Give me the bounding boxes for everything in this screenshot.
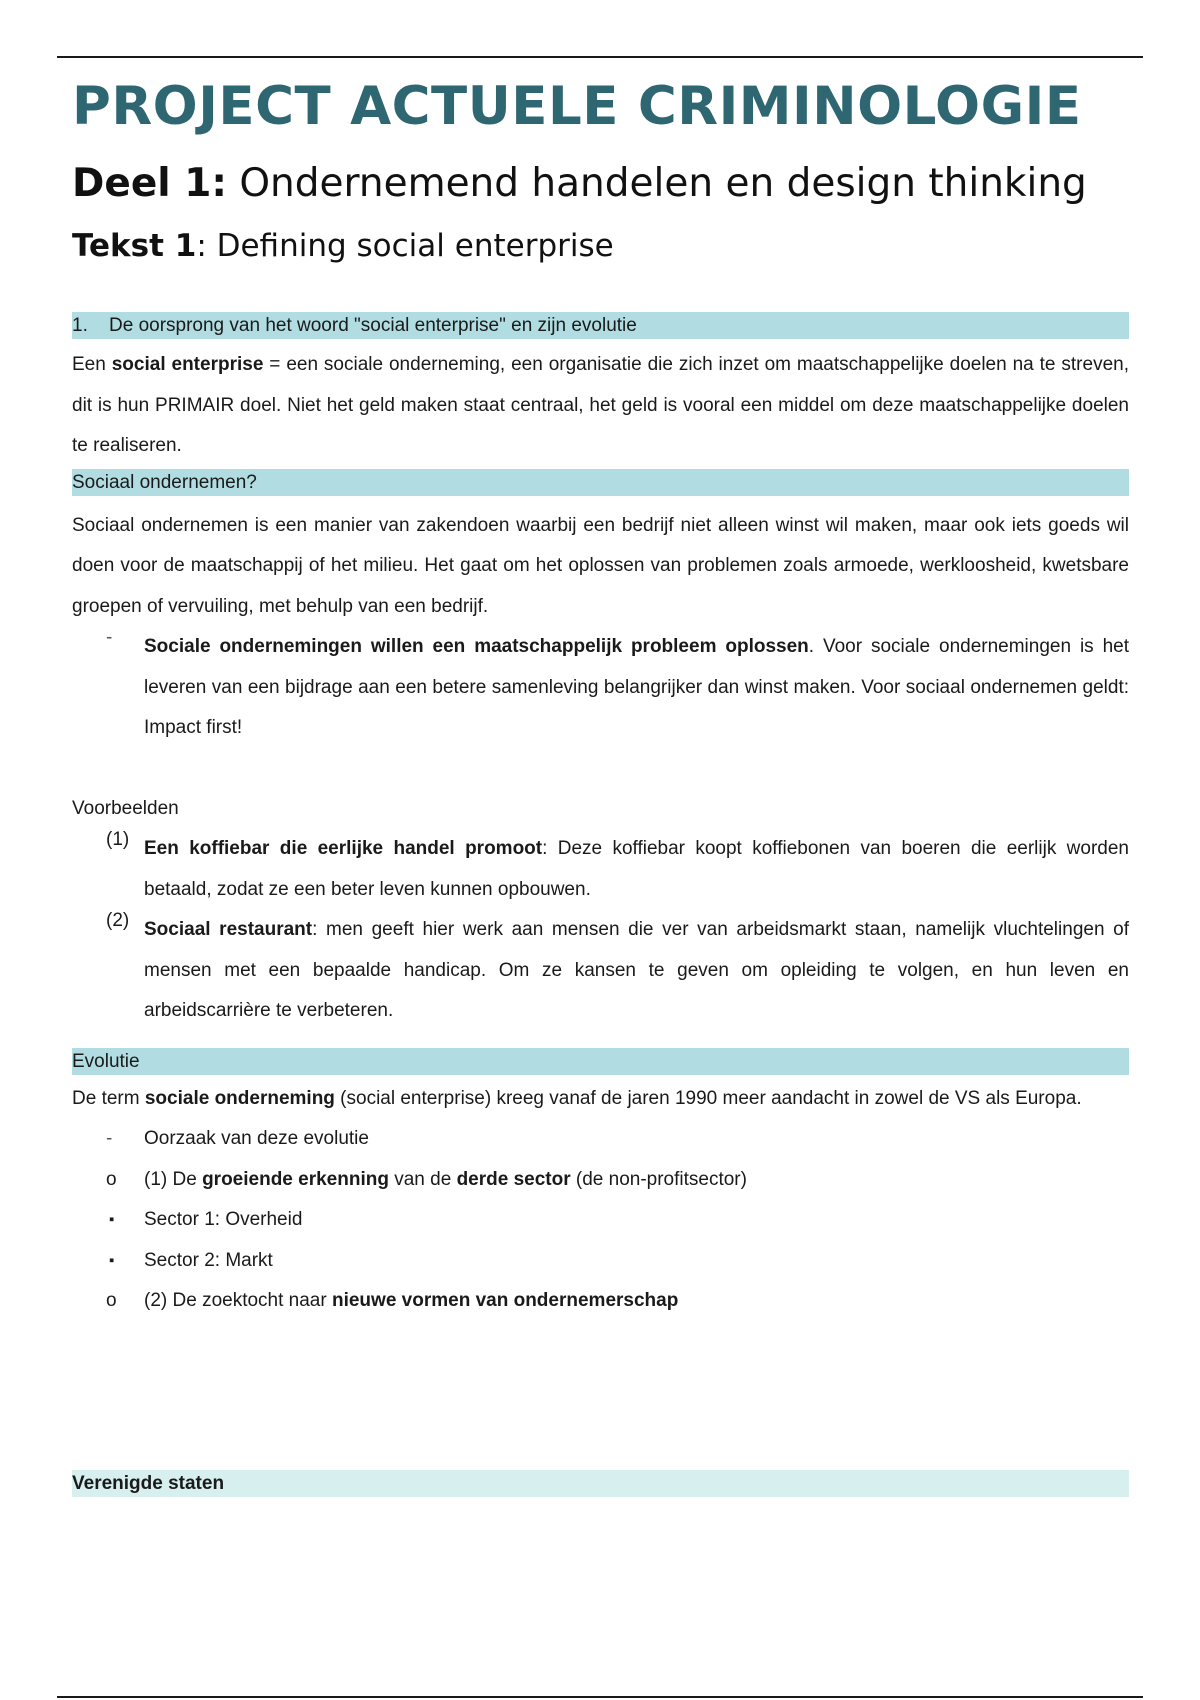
text-run: : Deze koffiebar koopt koffiebonen van boeren die eerlijk worden betaald, zodat ze een beter leven kunnen opbouwen. (144, 838, 1129, 900)
section-heading-origin (72, 312, 1129, 339)
text-title: : Defining social enterprise (196, 228, 614, 264)
text-run: (2) De zoektocht naar (144, 1290, 332, 1311)
bold-term: Sociale ondernemingen willen een maatschappelijk probleem oplossen (144, 636, 809, 657)
bold-term: nieuwe vormen van ondernemerschap (331, 1290, 679, 1311)
cause-dash-item (72, 1119, 1129, 1160)
section-number: 1. (72, 315, 88, 336)
cause-item-2 (72, 1281, 1129, 1322)
examples-label: Voorbeelden (72, 797, 179, 819)
text-run: (social enterprise) kreeg vanaf de jaren 1990 meer aandacht in zowel de VS als Europa. (334, 1087, 1082, 1109)
cause-item-1 (72, 1160, 1129, 1201)
dash-marker: - (106, 627, 113, 648)
bold-term: derde sector (456, 1168, 571, 1190)
text-run: = een sociale onderneming, een organisatie die zich inzet om maatschappelijke doelen na te streven, dit is hun PRIMAIR doel. Niet het geld maken staat centraal, het geld is vooral een middel om deze maatschappelijke doelen te realiseren. (72, 354, 1129, 456)
sector-text: Sector 1: Overheid (144, 1209, 303, 1230)
bold-term: groeiende erkenning (202, 1168, 389, 1190)
document-title: PROJECT ACTUELE CRIMINOLOGIE (72, 76, 1082, 137)
subheading-verenigde-staten: Verenigde staten (72, 1470, 1129, 1497)
part-title: Ondernemend handelen en design thinking (226, 161, 1087, 206)
square-marker: ▪ (109, 1211, 115, 1228)
text-run: . Voor sociale ondernemingen is het leveren van een bijdrage aan een betere samenleving belangrijker dan winst maken. Voor sociaal ondernemen geldt: Impact first! (144, 636, 1129, 738)
bold-term: sociale onderneming (144, 1087, 335, 1109)
document-page (72, 62, 1129, 1497)
text-label: Tekst 1 (72, 228, 197, 264)
definition-paragraph (72, 345, 1129, 467)
square-marker: ▪ (109, 1251, 115, 1269)
example-text (144, 910, 1129, 1032)
example-item-1 (72, 829, 1129, 910)
top-rule (57, 56, 1143, 58)
circle-marker: o (106, 1290, 117, 1311)
example-text (144, 829, 1129, 910)
sociaal-paragraph: Sociaal ondernemen is een manier van zakendoen waarbij een bedrijf niet alleen winst wil maken, maar ook iets goeds wil doen voor de maatschappij of het milieu. Het gaat om het oplossen van problemen zoals armoede, werkloosheid, kwetsbare groepen of vervuiling, met behulp van een bedrijf. (72, 514, 1129, 617)
text-run: Een (72, 354, 112, 375)
sector-item-1 (72, 1200, 1129, 1241)
bold-term: Een koffiebar die eerlijke handel promoot (144, 838, 543, 859)
text-run: De term (72, 1087, 145, 1109)
example-marker: (1) (106, 829, 130, 850)
bullet-text (144, 627, 1129, 749)
bold-term: Sociaal restaurant (144, 919, 313, 940)
text-run: (1) De (144, 1168, 203, 1190)
bottom-rule (57, 1696, 1143, 1698)
text-run: (de non-profitsector) (570, 1168, 747, 1190)
example-marker: (2) (106, 910, 130, 931)
dash-marker: - (106, 1128, 113, 1149)
subheading-evolutie: Evolutie (72, 1048, 1129, 1075)
bullet-item (72, 627, 1129, 749)
sector-text: Sector 2: Markt (144, 1249, 273, 1271)
bold-term: social enterprise (111, 354, 264, 375)
sector-item-2 (72, 1241, 1129, 1282)
cause-text: Oorzaak van deze evolutie (144, 1128, 369, 1149)
text-run: van de (388, 1168, 457, 1190)
example-item-2 (72, 910, 1129, 1032)
section-heading-text: De oorsprong van het woord "social enterprise" en zijn evolutie (109, 315, 637, 336)
circle-marker: o (106, 1168, 117, 1190)
subheading-sociaal: Sociaal ondernemen? (72, 469, 1129, 496)
part-heading (72, 158, 1129, 210)
evolutie-paragraph (72, 1079, 1129, 1120)
part-label: Deel 1: (72, 161, 227, 206)
text-heading (72, 224, 1129, 268)
text-run: : men geeft hier werk aan mensen die ver van arbeidsmarkt staan, namelijk vluchtelingen of mensen met een bepaalde handicap. Om ze kansen te geven om opleiding te volgen, en hun leven en arbeidscarrière te verbeteren. (144, 919, 1129, 1021)
